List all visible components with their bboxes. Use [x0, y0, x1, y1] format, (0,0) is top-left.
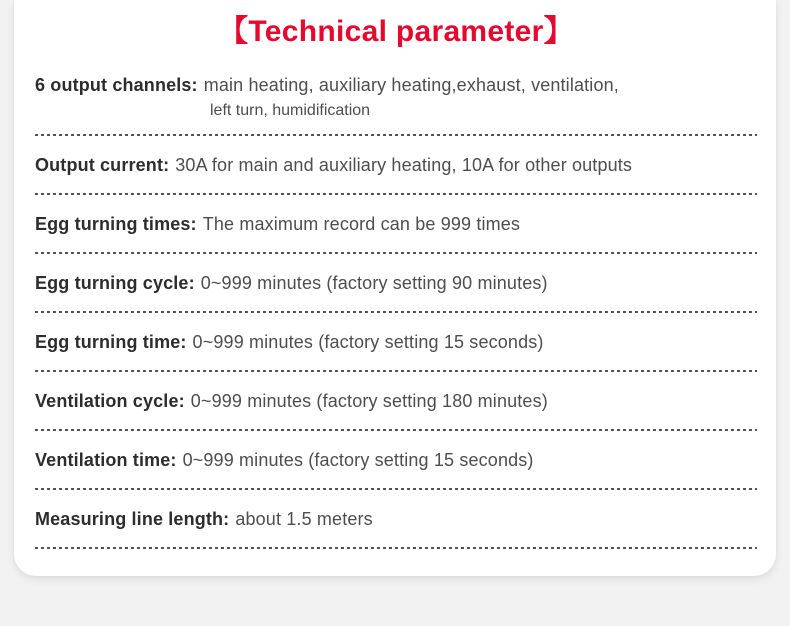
parameter-row — [35, 490, 757, 532]
parameter-value: 0~999 minutes (factory setting 15 seconds) — [182, 450, 534, 470]
parameter-label: Ventilation time: — [35, 450, 177, 470]
dotted-divider — [35, 547, 757, 549]
parameter-label: Ventilation cycle: — [35, 391, 185, 411]
parameter-label: Egg turning time: — [35, 332, 187, 352]
parameter-value: about 1.5 meters — [235, 509, 373, 529]
parameter-row — [35, 431, 757, 473]
parameter-value: 0~999 minutes (factory setting 180 minutes) — [190, 391, 548, 411]
parameter-row-block — [35, 195, 757, 254]
page-title: 【Technical parameter】 — [218, 15, 574, 48]
parameter-label: Egg turning times: — [35, 214, 197, 234]
parameter-value: The maximum record can be 999 times — [202, 214, 521, 234]
parameter-label: 6 output channels: — [35, 75, 198, 95]
parameter-label: Output current: — [35, 155, 170, 175]
parameter-row-block — [35, 52, 757, 136]
parameter-value: 30A for main and auxiliary heating, 10A for other outputs — [175, 155, 633, 175]
parameter-row-block — [35, 136, 757, 195]
parameter-row — [35, 372, 757, 414]
parameter-row-block — [35, 254, 757, 313]
parameter-row-block — [35, 313, 757, 372]
parameter-row-block — [35, 372, 757, 431]
parameter-row-block — [35, 431, 757, 490]
parameter-row — [35, 195, 757, 237]
parameter-row — [35, 313, 757, 355]
parameter-label: Egg turning cycle: — [35, 273, 195, 293]
parameter-row — [35, 254, 757, 296]
parameter-row — [35, 136, 757, 178]
parameter-row — [35, 52, 757, 98]
parameter-value: 0~999 minutes (factory setting 15 seconds) — [192, 332, 544, 352]
parameter-value-line2: left turn, humidification — [210, 102, 371, 119]
parameter-row-block — [35, 490, 757, 549]
parameter-label: Measuring line length: — [35, 509, 230, 529]
parameter-value: 0~999 minutes (factory setting 90 minutes) — [200, 273, 548, 293]
technical-parameter-card — [14, 0, 776, 576]
parameter-list — [35, 52, 757, 549]
parameter-value: main heating, auxiliary heating,exhaust, ventilation, — [203, 75, 619, 95]
